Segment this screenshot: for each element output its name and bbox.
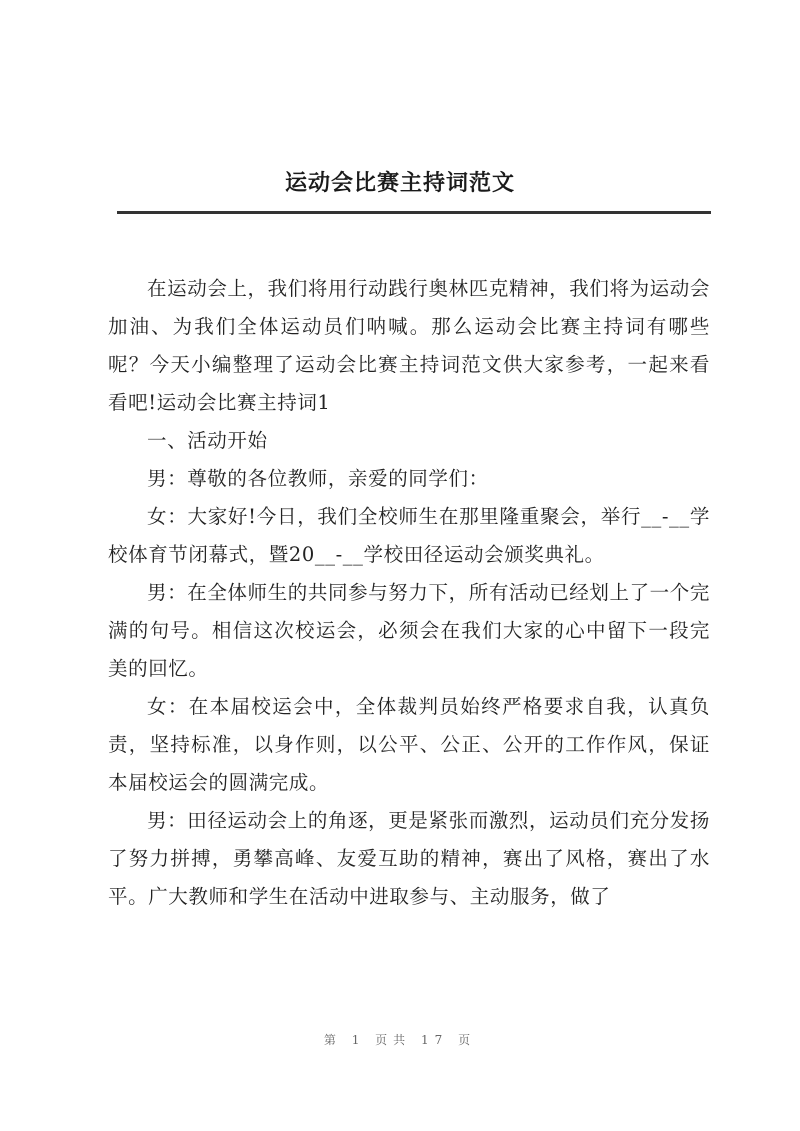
- paragraph-intro: 在运动会上，我们将用行动践行奥林匹克精神，我们将为运动会加油、为我们全体运动员们呐喊。那么运动会比赛主持词有哪些呢？今天小编整理了运动会比赛主持词范文供大家参考，一起来看看吧!运动会比赛主持词1: [108, 277, 710, 414]
- page-number-footer: 第 1 页共 17 页: [323, 1033, 477, 1047]
- paragraph: 女：在本届校运会中，全体裁判员始终严格要求自我，认真负责，坚持标准，以身作则，以公平、公正、公开的工作作风，保证本届校运会的圆满完成。: [108, 695, 710, 794]
- paragraph: 男：尊敬的各位教师，亲爱的同学们：: [147, 467, 489, 490]
- paragraph: 女：大家好!今日，我们全校师生在那里隆重聚会，举行__-__学校体育节闭幕式，暨20__-__学校田径运动会颁奖典礼。: [108, 505, 710, 566]
- document-body: [108, 270, 710, 916]
- paragraph: 男：在全体师生的共同参与努力下，所有活动已经划上了一个完满的句号。相信这次校运会，必须会在我们大家的心中留下一段完美的回忆。: [108, 581, 710, 680]
- paragraph: 男：田径运动会上的角逐，更是紧张而激烈，运动员们充分发扬了努力拼搏，勇攀高峰、友爱互助的精神，赛出了风格，赛出了水平。广大教师和学生在活动中进取参与、主动服务，做了: [108, 809, 710, 908]
- document-title: 运动会比赛主持词范文: [284, 170, 515, 196]
- paragraph-section-heading: 一、活动开始: [147, 429, 268, 452]
- title-divider: [117, 211, 711, 214]
